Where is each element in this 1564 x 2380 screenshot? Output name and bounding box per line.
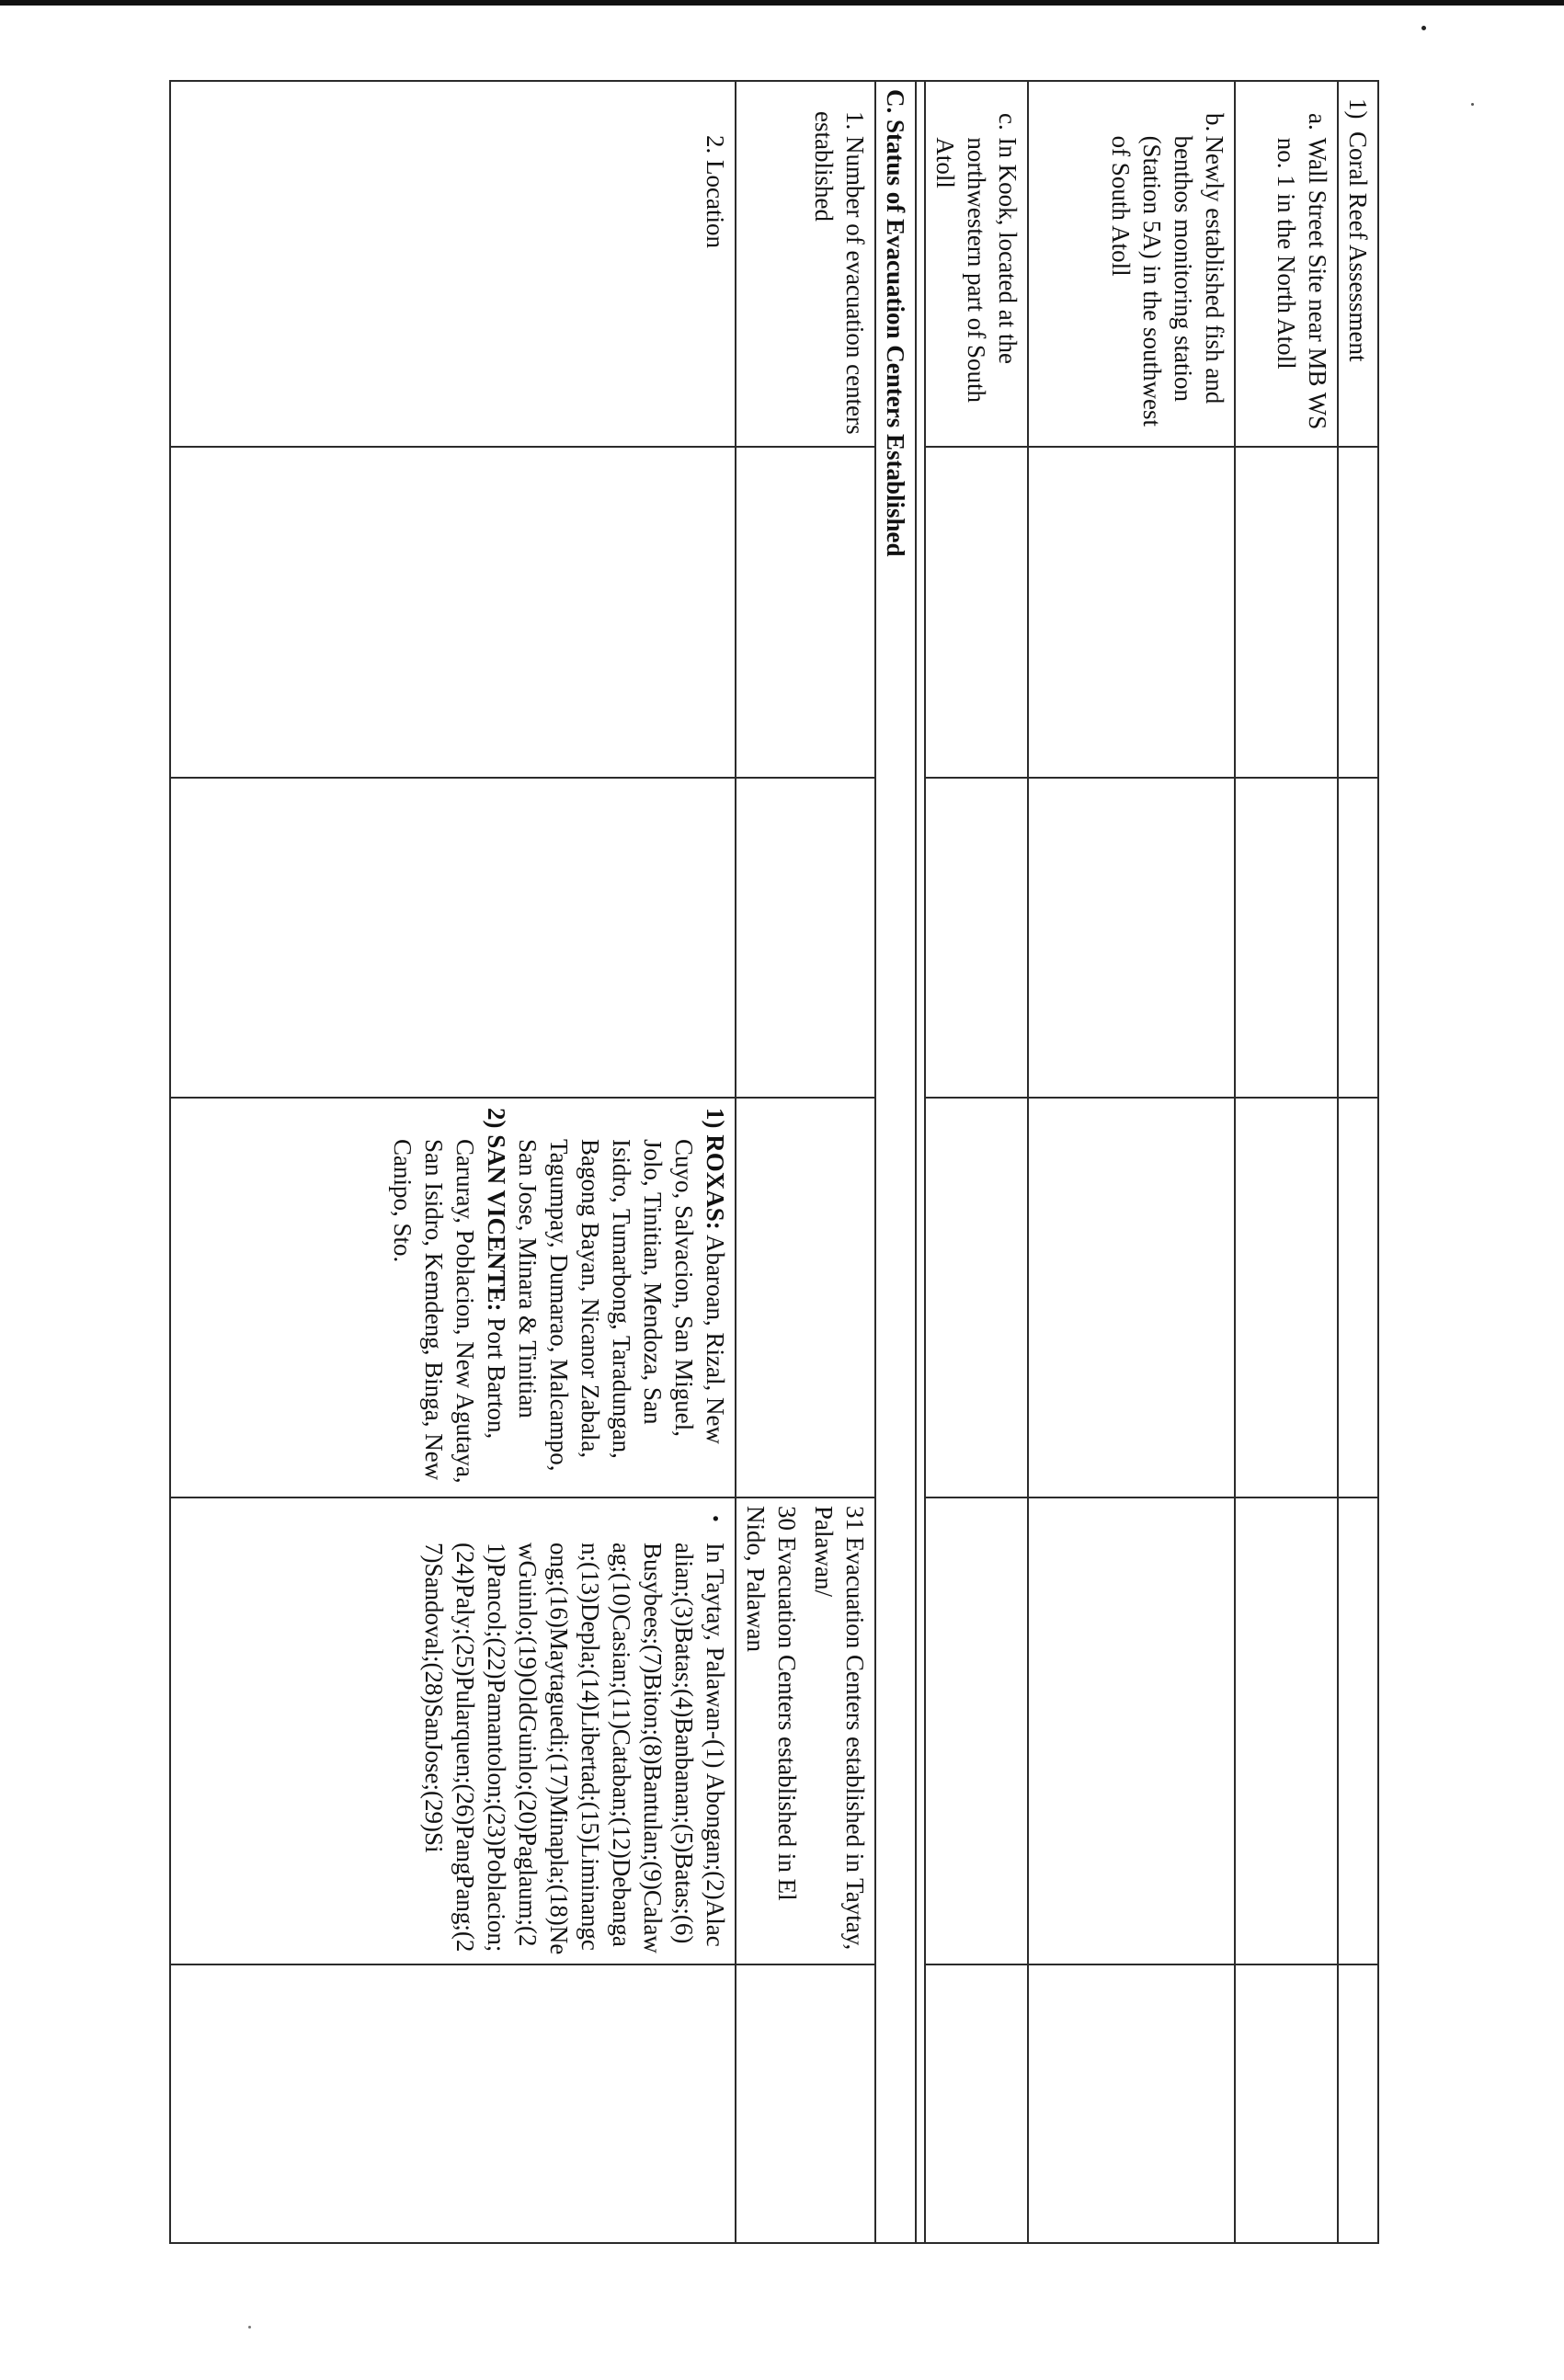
number-value-elnido: 30 Evacuation Centers established in El Nido, Palawan: [742, 1506, 801, 1901]
rotated-page: [206, 80, 1379, 2242]
taytay-list: In Taytay, Palawan-(1) Abongan;(2)Alacalian;(3)Batas;(4)Banbanan;(5)Batas;(6)Busybees;(7)Biton;(8)Bantulan;(9)Calawag;(10)Casian;(11)Cataban;(12)Debangan;(13)Depla;(14)Libertad;(15)Liminangcong;(16)Maytaguedi;(17)Minapla;(18)NewGuinlo;(19)OldGuinlo;(20)Paglaum;(21)Pancol;(22)Pamantolon;(23)Poblacion;(24)Paly;(25)Pularquen;(26)PangPang;(27)Sandoval;(28)SanJose;(29)Si: [420, 1543, 729, 1955]
table-row: [875, 81, 916, 2243]
section-c-heading-cell: [875, 81, 916, 2243]
number-value-taytay: 31 Evacuation Centers established in Taytay, Palawan/: [810, 1506, 869, 1951]
location-municipal-cell: [170, 1098, 736, 1497]
san-vicente-entry: [387, 1108, 512, 1489]
coral-item-a: Wall Street Site near MB WS no. 1 in the North Atoll: [1273, 137, 1331, 430]
section-c-heading: C. Status of Evacuation Centers Established: [882, 89, 909, 557]
roxas-entry: [512, 1108, 731, 1489]
location-label-cell: [170, 81, 736, 447]
table-row: [1028, 81, 1235, 2243]
number-label: 1. Number of evacuation centers established: [810, 111, 869, 435]
table-row: [1235, 81, 1338, 2243]
scan-speck: [1471, 103, 1474, 106]
coral-item-c: In Kook, located at the northwestern part of South Atoll: [931, 137, 1022, 404]
roxas-list: Abaroan, Rizal, New Cuyo, Salvacion, San Miguel, Jolo, Tinitian, Mendoza, San Isidro, Tumarbong, Taradungan, Bagong Bayan, Nicanor Zabala, Tagumpay, Dumarao, Malcampo, San Jose, Minara & Tinitian: [514, 1139, 729, 1472]
number-value-cell: [736, 1497, 875, 1964]
table-separator-row: [916, 81, 925, 2243]
table-row: [1338, 81, 1378, 2243]
status-table: [169, 80, 1379, 2244]
location-label: 2. Location: [702, 135, 729, 248]
coral-title-cell: 1) Coral Reef Assessment: [1338, 81, 1378, 447]
table-row: [170, 81, 736, 2243]
roxas-name: 1) ROXAS:: [702, 1108, 729, 1230]
item-key: a.: [1304, 113, 1331, 131]
coral-item-c-cell: [925, 81, 1028, 447]
san-vicente-list: Port Barton, Caruray, Poblacion, New Agutaya, San Isidro, Kemdeng, Binga, New Canipo, Sto.: [389, 1139, 510, 1484]
location-taytay-cell: [170, 1497, 736, 1964]
scan-top-edge: [0, 0, 1564, 6]
item-key: c.: [994, 113, 1022, 131]
table-row: [736, 81, 875, 2243]
scan-speck: [248, 2326, 251, 2329]
table-row: [925, 81, 1028, 2243]
scan-speck: [1421, 26, 1426, 30]
coral-item-b: Newly established fish and benthos monitoring station (Station 5A) in the southwest of South Atoll: [1107, 135, 1228, 427]
coral-item-b-cell: [1028, 81, 1235, 447]
coral-item-a-cell: [1235, 81, 1338, 447]
taytay-entry: [418, 1506, 731, 1956]
number-label-cell: [736, 81, 875, 447]
san-vicente-name: 2) SAN VICENTE:: [483, 1108, 510, 1312]
item-key: b.: [1201, 113, 1228, 132]
coral-title: Coral Reef Assessment: [1344, 131, 1372, 362]
bullet-icon: •: [704, 1515, 727, 1522]
